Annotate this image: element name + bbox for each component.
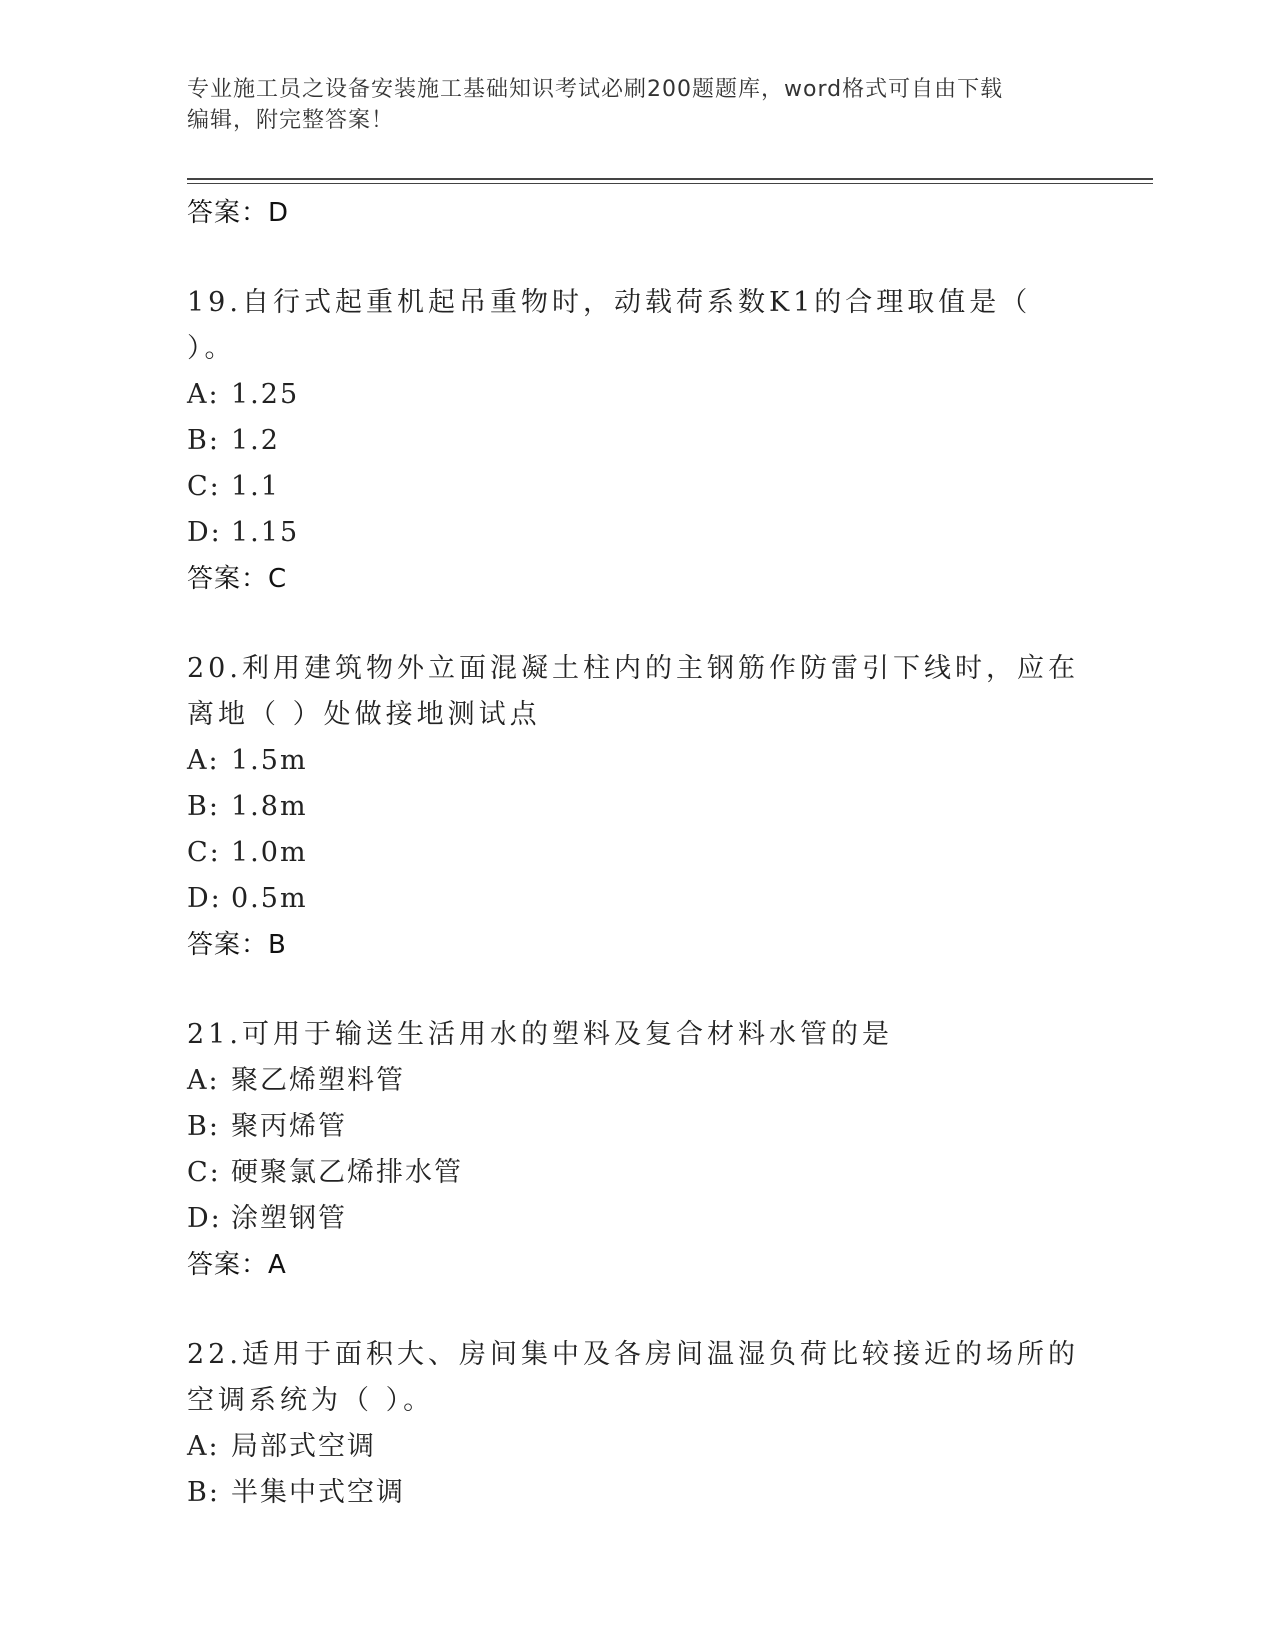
header-divider-thick	[187, 178, 1153, 180]
question-22-option-a	[187, 1424, 1087, 1470]
option-letter: B:	[187, 1477, 220, 1508]
option-text: 1.5m	[231, 745, 308, 776]
document-header	[187, 74, 1067, 136]
spacer	[187, 602, 1087, 646]
option-text: 半集中式空调	[231, 1477, 405, 1508]
option-letter: A:	[187, 1065, 220, 1096]
question-21-option-a	[187, 1058, 1087, 1104]
question-22-option-b	[187, 1470, 1087, 1516]
option-letter: D:	[187, 517, 222, 548]
option-text: 1.8m	[231, 791, 308, 822]
option-letter: C:	[187, 837, 221, 868]
option-letter: D:	[187, 1203, 222, 1234]
option-letter: C:	[187, 1157, 221, 1188]
question-22: 22.适用于面积大、房间集中及各房间温湿负荷比较接近的场所的空调系统为（ ）。	[187, 1339, 1079, 1416]
answer-19: 答案：C	[187, 564, 288, 594]
question-20-option-d	[187, 876, 1087, 922]
spacer	[187, 968, 1087, 1012]
spacer	[187, 236, 1087, 280]
question-20: 20.利用建筑物外立面混凝土柱内的主钢筋作防雷引下线时，应在离地（ ）处做接地测试点	[187, 653, 1079, 730]
option-text: 聚乙烯塑料管	[231, 1065, 405, 1096]
question-21-option-d	[187, 1196, 1087, 1242]
question-21-option-c	[187, 1150, 1087, 1196]
question-19-option-d	[187, 510, 1087, 556]
option-letter: A:	[187, 379, 220, 410]
option-text: 1.2	[231, 425, 280, 456]
option-text: 硬聚氯乙烯排水管	[231, 1157, 463, 1188]
option-text: 1.25	[231, 379, 300, 410]
answer-20: 答案：B	[187, 930, 287, 960]
question-21-option-b	[187, 1104, 1087, 1150]
option-letter: B:	[187, 425, 220, 456]
option-letter: A:	[187, 1431, 220, 1462]
question-list	[187, 190, 1087, 1516]
option-letter: B:	[187, 791, 220, 822]
question-19: 19.自行式起重机起吊重物时，动载荷系数K1的合理取值是（ ）。	[187, 287, 1032, 364]
spacer	[187, 1288, 1087, 1332]
option-text: 1.1	[231, 471, 280, 502]
header-line-1: 专业施工员之设备安装施工基础知识考试必刷200题题库，word格式可自由下载	[187, 77, 1004, 102]
option-letter: D:	[187, 883, 222, 914]
option-text: 0.5m	[231, 883, 308, 914]
option-letter: C:	[187, 471, 221, 502]
question-19-option-a	[187, 372, 1087, 418]
option-text: 涂塑钢管	[231, 1203, 347, 1234]
option-letter: A:	[187, 745, 220, 776]
answer-21: 答案：A	[187, 1250, 287, 1280]
header-line-2: 编辑，附完整答案！	[187, 108, 395, 133]
header-divider-thin	[187, 183, 1153, 184]
option-text: 局部式空调	[231, 1431, 376, 1462]
option-letter: B:	[187, 1111, 220, 1142]
question-19-option-b	[187, 418, 1087, 464]
question-20-option-c	[187, 830, 1087, 876]
option-text: 1.15	[231, 517, 300, 548]
option-text: 1.0m	[231, 837, 308, 868]
question-20-option-b	[187, 784, 1087, 830]
question-19-option-c	[187, 464, 1087, 510]
question-21: 21.可用于输送生活用水的塑料及复合材料水管的是	[187, 1019, 893, 1050]
answer-18: 答案：D	[187, 198, 290, 228]
question-20-option-a	[187, 738, 1087, 784]
option-text: 聚丙烯管	[231, 1111, 347, 1142]
